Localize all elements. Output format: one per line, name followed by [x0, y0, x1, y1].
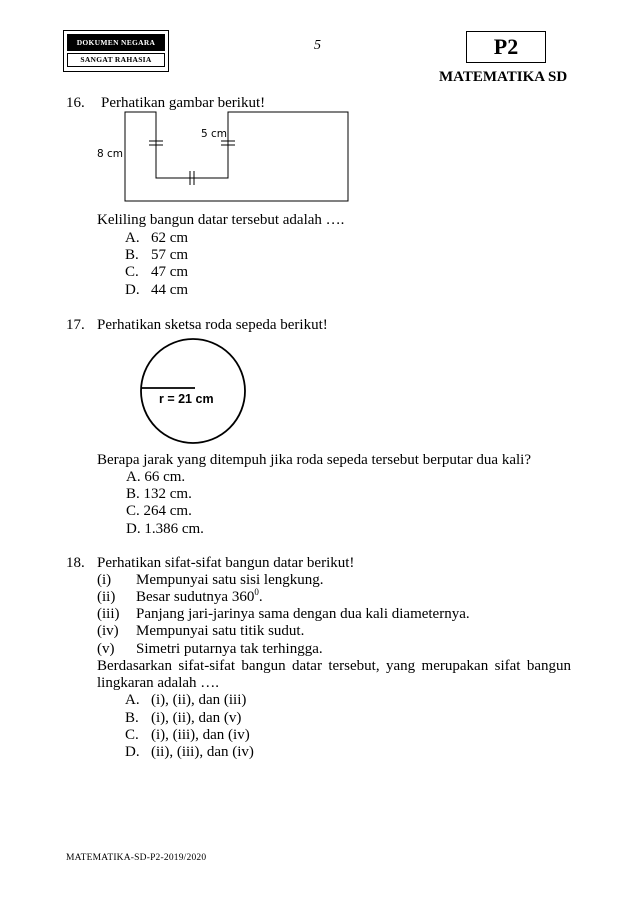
- q16-option-letter: B.: [125, 247, 139, 263]
- q16-option-text: 62 cm: [151, 230, 189, 246]
- q17-prompt: Perhatikan sketsa roda sepeda berikut!: [97, 317, 328, 333]
- q17-wheel-figure: [138, 336, 250, 448]
- q17-option: B. 132 cm.: [126, 486, 192, 502]
- q16-option-letter: C.: [125, 264, 139, 280]
- q18-number: 18.: [66, 555, 85, 571]
- q17-option: D. 1.386 cm.: [126, 521, 204, 537]
- q18-question-line-1: Berdasarkan sifat-sifat bangun datar tersebut, yang merupakan sifat bangun: [97, 658, 571, 674]
- statement-text: Mempunyai satu sisi lengkung.: [136, 572, 324, 588]
- page-number: 5: [314, 38, 321, 53]
- q17-option: A. 66 cm.: [126, 469, 186, 485]
- statement-number: (iii): [97, 606, 120, 622]
- paper-code-box: P2: [466, 31, 546, 63]
- q18-option-text: (ii), (iii), dan (iv): [151, 744, 254, 760]
- q18-option-letter: C.: [125, 727, 139, 743]
- q16-figure: [90, 108, 360, 208]
- q16-option-letter: A.: [125, 230, 140, 246]
- badge-bottom-label: SANGAT RAHASIA: [67, 53, 165, 67]
- subject-title: MATEMATIKA SD: [439, 69, 568, 85]
- q16-option-text: 47 cm: [151, 264, 189, 280]
- statement-text: Mempunyai satu titik sudut.: [136, 623, 305, 639]
- q16-option-letter: D.: [125, 282, 140, 298]
- q16-height-label: 8 cm: [97, 148, 124, 160]
- q17-question: Berapa jarak yang ditempuh jika roda sepeda tersebut berputar dua kali?: [97, 452, 531, 468]
- statement-text: Besar sudutnya $360^0$.: [136, 587, 263, 605]
- q16-question: Keliling bangun datar tersebut adalah ….: [97, 212, 345, 228]
- page-footer: MATEMATIKA-SD-P2-2019/2020: [66, 853, 207, 863]
- q17-number: 17.: [66, 317, 85, 333]
- statement-text: Simetri putarnya tak terhingga.: [136, 641, 323, 657]
- radius-label: r = 21 cm: [159, 392, 214, 406]
- q18-question-line-2: lingkaran adalah ….: [97, 675, 220, 691]
- q18-option-text: (i), (ii), dan (v): [151, 710, 242, 726]
- q16-prompt: Perhatikan gambar berikut!: [101, 95, 266, 111]
- statement-number: (ii): [97, 589, 116, 605]
- q18-option-letter: B.: [125, 710, 139, 726]
- badge-top-label: DOKUMEN NEGARA: [67, 34, 165, 51]
- statement-number: (iv): [97, 623, 119, 639]
- q16-width-label: 5 cm: [201, 128, 228, 140]
- q18-option-text: (i), (iii), dan (iv): [151, 727, 250, 743]
- q18-option-letter: D.: [125, 744, 140, 760]
- statement-number: (i): [97, 572, 112, 588]
- statement-text: Panjang jari-jarinya sama dengan dua kali diameternya.: [136, 606, 470, 622]
- q18-prompt: Perhatikan sifat-sifat bangun datar berikut!: [97, 555, 355, 571]
- q16-shape-outline: [125, 112, 348, 201]
- q16-option-text: 44 cm: [151, 282, 189, 298]
- q16-option-text: 57 cm: [151, 247, 189, 263]
- q18-option-letter: A.: [125, 692, 140, 708]
- wheel-circle: [141, 339, 245, 443]
- q17-option: C. 264 cm.: [126, 503, 192, 519]
- statement-number: (v): [97, 641, 115, 657]
- q16-number: 16.: [66, 95, 85, 111]
- document-classification-badge: [63, 30, 169, 72]
- q18-option-text: (i), (ii), dan (iii): [151, 692, 247, 708]
